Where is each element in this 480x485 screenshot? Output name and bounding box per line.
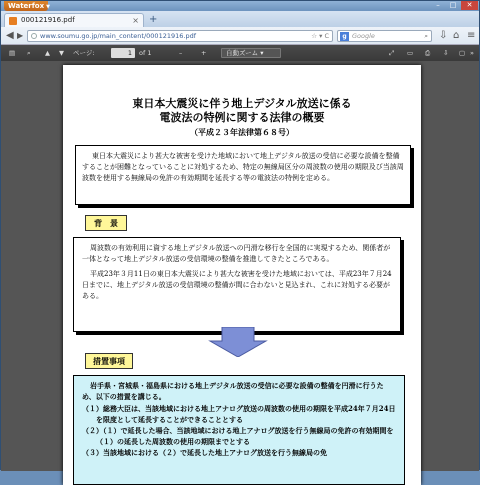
download-icon[interactable]: ⇩ <box>439 30 448 41</box>
zoom-in-button[interactable]: + <box>201 49 207 57</box>
search-box[interactable] <box>337 30 432 42</box>
magnifier-icon[interactable]: ⌕ <box>424 32 428 40</box>
title-bar <box>1 1 479 11</box>
tab-title: 000121916.pdf <box>21 16 75 24</box>
bookmark-icon[interactable]: ▢ <box>459 49 466 57</box>
down-arrow-icon <box>208 327 268 357</box>
minimize-button[interactable]: – <box>436 1 440 9</box>
open-file-icon[interactable]: ▭ <box>407 49 414 57</box>
tools-icon[interactable]: » <box>470 49 474 57</box>
page-total: of 1 <box>139 49 152 57</box>
sidebar-toggle-icon[interactable]: ▤ <box>9 49 16 57</box>
document-title <box>63 97 421 125</box>
page-number-input[interactable]: 1 <box>111 48 135 58</box>
summary-box <box>75 145 411 205</box>
save-icon[interactable]: ⇩ <box>443 49 449 57</box>
url-bar[interactable] <box>27 30 333 42</box>
measure-item: （２）（１）で延長した場合、当該地域における地上アナログ放送を行う無線局の免許の有効期間を（１）の延長した周波数の使用の期限までとする <box>82 426 394 446</box>
app-menu-button[interactable] <box>4 1 48 11</box>
prev-page-icon[interactable]: ▲ <box>45 49 50 57</box>
forward-icon[interactable]: ▶ <box>17 31 24 40</box>
title-line-1: 東日本大震災に伴う地上デジタル放送に係る <box>132 97 352 110</box>
zoom-out-button[interactable]: – <box>179 49 183 57</box>
pdf-toolbar <box>1 45 479 61</box>
measures-label: 措置事項 <box>85 353 133 369</box>
globe-icon <box>31 33 37 39</box>
zoom-select[interactable]: 自動ズーム ▾ <box>221 48 281 58</box>
back-icon[interactable]: ◀ <box>6 30 14 41</box>
tab-pdf[interactable] <box>4 13 144 27</box>
next-page-icon[interactable]: ▼ <box>59 49 64 57</box>
measures-lead: 岩手県・宮城県・福島県における地上デジタル放送の受信に必要な設備の整備を円滑に行うため、以下の措置を講じる。 <box>82 381 384 401</box>
measure-item: （３）当該地域における（２）で延長した地上アナログ放送を行う無線局の免 <box>82 448 327 457</box>
close-tab-icon[interactable]: × <box>132 16 139 25</box>
background-paragraph-1: 周波数の有効利用に資する地上デジタル放送への円滑な移行を全国的に実現するため、関係者が一体となって地上デジタル放送の受信環境の整備を推進してきたところである。 <box>82 244 391 263</box>
presentation-icon[interactable]: ⤢ <box>389 49 395 57</box>
menu-icon[interactable]: ≡ <box>467 30 476 41</box>
summary-text: 東日本大震災により甚大な被害を受けた地域において地上デジタル放送の受信に必要な設備を整備することが困難となっていることに対処するため、特定の無線局区分の周波数の使用の期限及び当該周波数を使用する無線局の免許の有効期間を延長する等の電波法の特例を定める。 <box>82 152 404 182</box>
home-icon[interactable]: ⌂ <box>453 30 460 41</box>
navigation-bar <box>1 27 479 45</box>
print-icon[interactable]: ⎙ <box>425 49 431 57</box>
pdf-page <box>63 65 421 485</box>
measure-item: （１）総務大臣は、当該地域における地上アナログ放送の周波数の使用の期限を平成24年７月24日を限度として延長することができることとする <box>82 404 396 424</box>
search-placeholder: Google <box>352 32 375 40</box>
page-label: ページ: <box>73 49 95 57</box>
chevron-down-icon: ▼ <box>46 4 50 10</box>
find-icon[interactable]: ⌕ <box>27 49 31 57</box>
maximize-button[interactable]: □ <box>449 1 457 9</box>
close-window-button[interactable]: ✕ <box>461 1 478 10</box>
pdf-viewer[interactable] <box>1 61 479 471</box>
pdf-favicon-icon <box>9 17 17 25</box>
url-text: www.soumu.go.jp/main_content/000121916.pdf <box>40 32 196 40</box>
law-number: （平成２３年法律第６８号） <box>190 127 294 137</box>
background-label: 背 景 <box>85 215 127 231</box>
background-paragraph-2: 平成23年３月11日の東日本大震災により甚大な被害を受けた地域においては、平成23年７月24日までに、地上デジタル放送の受信環境の整備が間に合わないと見込まれ、これに対処する必要がある。 <box>82 270 392 300</box>
measures-box <box>73 375 405 485</box>
zoom-value: 自動ズーム <box>226 49 259 57</box>
url-actions-icons[interactable]: ☆ ▾ C <box>311 32 329 40</box>
tab-strip <box>1 11 479 27</box>
search-engine-icon[interactable]: g <box>340 32 349 41</box>
app-name: Waterfox <box>8 2 45 10</box>
title-line-2: 電波法の特例に関する法律の概要 <box>159 111 325 124</box>
background-box <box>73 237 401 332</box>
new-tab-button[interactable]: + <box>149 14 158 25</box>
